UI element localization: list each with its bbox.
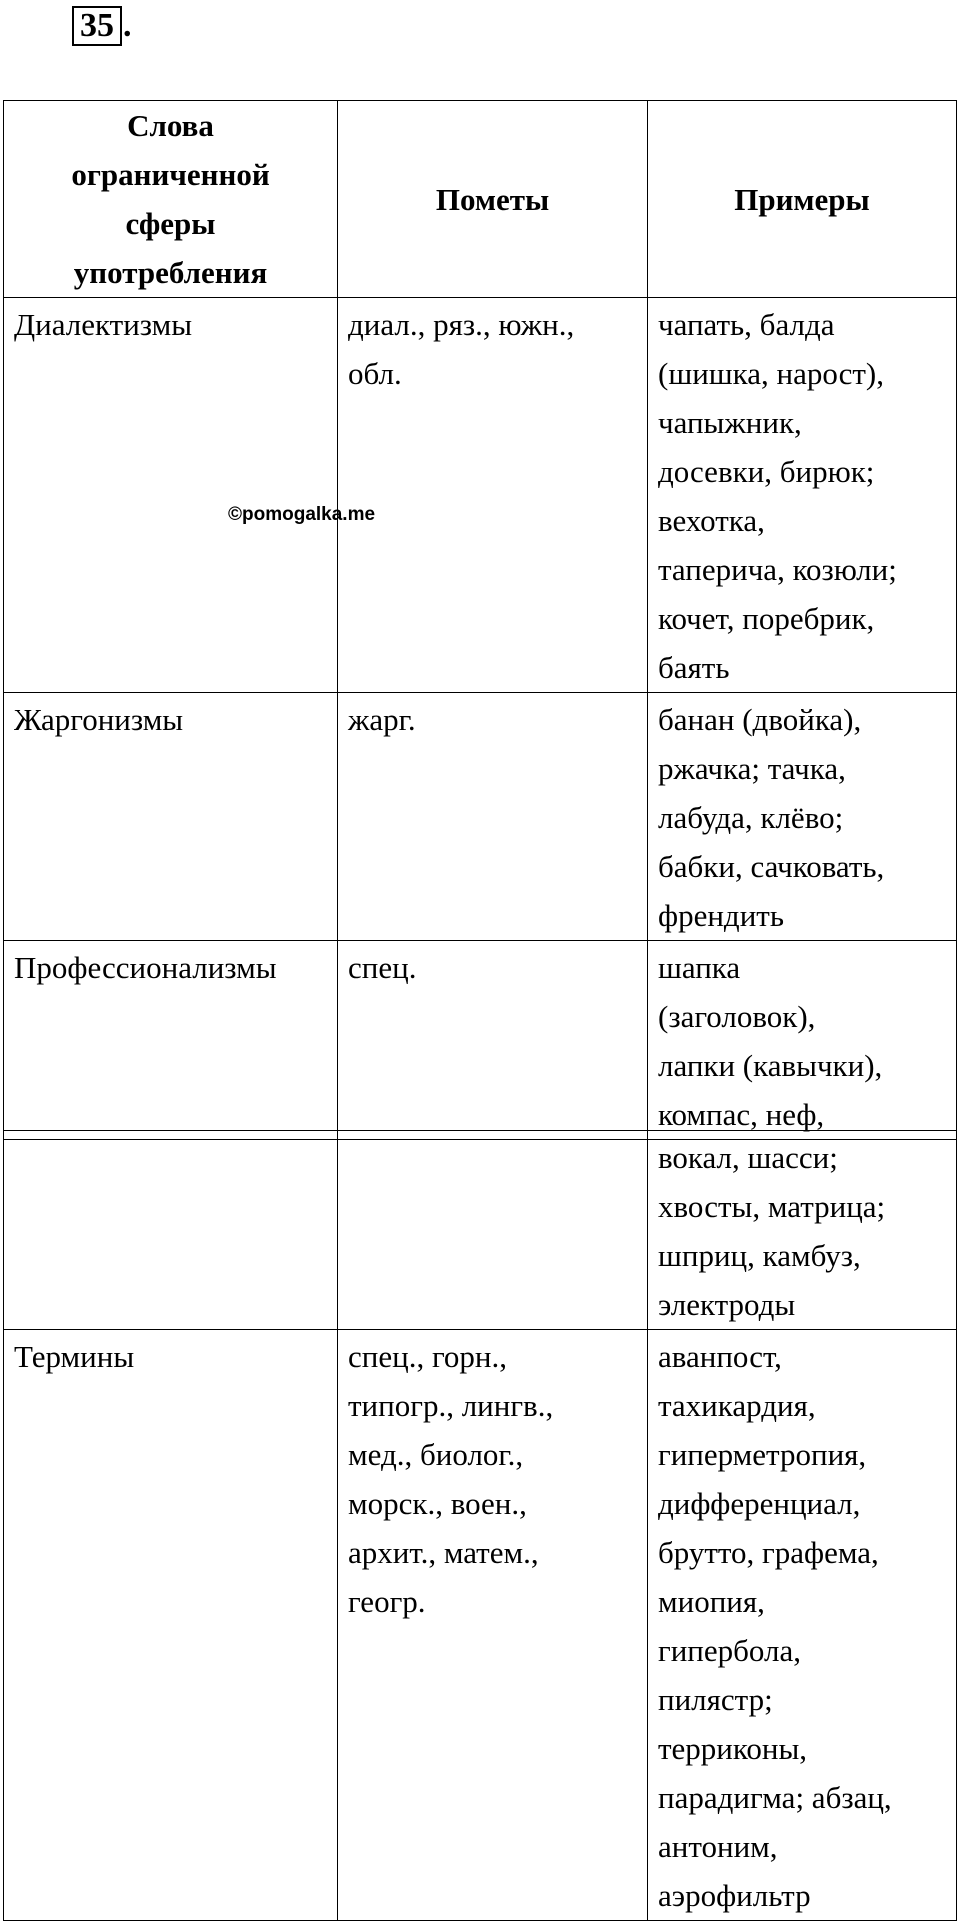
cell-marks [338, 1131, 648, 1330]
cell-word-type: Жаргонизмы [4, 693, 338, 941]
cell-word-type: Диалектизмы [4, 298, 338, 693]
table-row [4, 1330, 957, 1921]
table-row [4, 693, 957, 941]
header-marks: Пометы [338, 101, 648, 298]
table-header-row [4, 101, 957, 298]
header-word-category: Слова ограниченной сферы употребления [4, 101, 338, 298]
task-number-dot: . [123, 7, 132, 44]
cell-examples: аванпост, тахикардия, гиперметропия, дифференциал, брутто, графема, миопия, гипербола, пилястр; терриконы, парадигма; абзац, антоним, аэрофильтр [648, 1330, 957, 1921]
cell-marks: спец. [338, 941, 648, 1140]
table-row [4, 1131, 957, 1330]
table-row [4, 941, 957, 1140]
cell-word-type [4, 1131, 338, 1330]
header-examples: Примеры [648, 101, 957, 298]
cell-examples: чапать, балда (шишка, нарост), чапыжник, досевки, бирюк; вехотка, таперича, козюли; кочет, поребрик, баять [648, 298, 957, 693]
cell-examples: шапка (заголовок), лапки (кавычки), компас, неф, [648, 941, 957, 1140]
cell-examples: вокал, шасси; хвосты, матрица; шприц, камбуз, электроды [648, 1131, 957, 1330]
cell-word-type: Термины [4, 1330, 338, 1921]
cell-word-type: Профессионализмы [4, 941, 338, 1140]
cell-examples: банан (двойка), ржачка; тачка, лабуда, клёво; бабки, сачковать, френдить [648, 693, 957, 941]
cell-marks: спец., горн., типогр., лингв., мед., биолог., морск., воен., архит., матем., геогр. [338, 1330, 648, 1921]
cell-marks: диал., ряз., южн., обл. [338, 298, 648, 693]
word-usage-table [3, 100, 957, 1140]
table-row [4, 298, 957, 693]
watermark: ©pomogalka.me [228, 504, 376, 525]
task-number-box: 35 [72, 6, 122, 46]
task-number [72, 6, 132, 44]
cell-marks: жарг. [338, 693, 648, 941]
word-usage-table-continued [3, 1130, 957, 1921]
